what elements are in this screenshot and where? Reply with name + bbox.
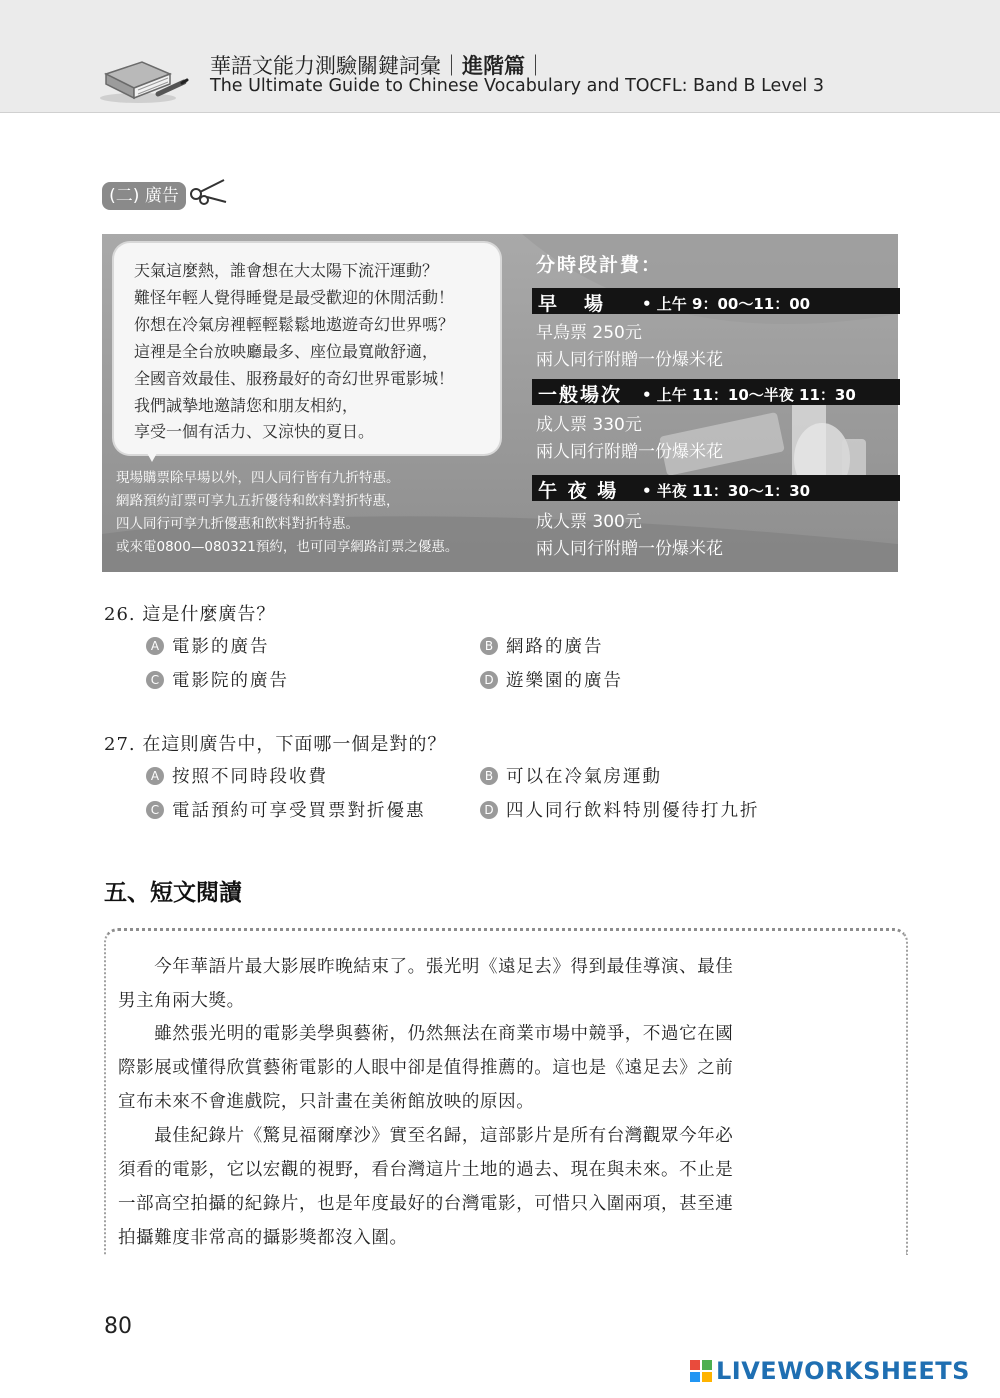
- session-gift: 兩人同行附贈一份爆米花: [536, 539, 723, 559]
- header-title-bold: 進階篇: [462, 54, 525, 78]
- option-27-d[interactable]: D 四人同行飲料特別優待打九折: [480, 797, 760, 822]
- session-bar-regular: [532, 379, 900, 405]
- reading-line: 一部高空拍攝的紀錄片，也是年度最好的台灣電影，可惜只入圍兩項，甚至連: [118, 1194, 734, 1214]
- ad-note-line: 現場購票除早場以外，四人同行皆有九折特惠。: [116, 470, 400, 486]
- option-badge: D: [480, 671, 498, 689]
- ad-note-line: 網路預約訂票可享九五折優待和飲料對折特惠，: [116, 493, 400, 509]
- reading-line: 須看的電影，它以宏觀的視野，看台灣這片土地的過去、現在與未來。不止是: [118, 1160, 734, 1180]
- bubble-line: 天氣這麼熱，誰會想在大太陽下流汗運動？: [134, 261, 439, 280]
- session-bar-morning: [532, 288, 900, 314]
- bubble-line: 我們誠摯地邀請您和朋友相約，: [134, 396, 359, 415]
- option-26-a[interactable]: A 電影的廣告: [146, 633, 270, 658]
- option-26-d[interactable]: D 遊樂園的廣告: [480, 667, 623, 692]
- session-time: • 上午 11：10～半夜 11：30: [642, 386, 856, 404]
- option-badge: B: [480, 637, 498, 655]
- bubble-line: 難怪年輕人覺得睡覺是最受歡迎的休閒活動！: [134, 288, 455, 307]
- header-title-zh: 華語文能力測驗關鍵詞彙｜進階篇｜: [210, 54, 546, 78]
- bubble-line: 享受一個有活力、又涼快的夏日。: [134, 422, 375, 441]
- option-26-c[interactable]: C 電影院的廣告: [146, 667, 289, 692]
- section-5-title: 五、短文閱讀: [104, 880, 242, 906]
- reading-line: 際影展或懂得欣賞藝術電影的人眼中卻是值得推薦的。這也是《遠足去》之前: [118, 1058, 734, 1078]
- option-badge: A: [146, 767, 164, 785]
- ad-note-line: 四人同行可享九折優惠和飲料對折特惠。: [116, 516, 359, 532]
- session-time: • 上午 9：00～11：00: [642, 295, 811, 313]
- session-bar-midnight: [532, 475, 900, 501]
- option-27-c[interactable]: C 電話預約可享受買票對折優惠: [146, 797, 426, 822]
- reading-line: 雖然張光明的電影美學與藝術，仍然無法在商業市場中競爭，不過它在國: [118, 1024, 734, 1044]
- option-badge: B: [480, 767, 498, 785]
- pricing-title: 分時段計費：: [536, 254, 663, 276]
- session-name: 午 夜 場: [538, 480, 619, 502]
- bubble-line: 你想在冷氣房裡輕輕鬆鬆地遨遊奇幻世界嗎？: [134, 315, 455, 334]
- session-gift: 兩人同行附贈一份爆米花: [536, 442, 723, 462]
- ad-note-line: 或來電0800—080321預約，也可同享網路訂票之優惠。: [116, 539, 459, 555]
- session-price: 早鳥票 250元: [536, 323, 642, 343]
- option-badge: C: [146, 801, 164, 819]
- section-tag: (二) 廣告: [102, 182, 186, 210]
- session-name: 一般場次: [538, 384, 623, 406]
- reading-line: 拍攝難度非常高的攝影獎都沒入圍。: [118, 1228, 408, 1248]
- option-badge: D: [480, 801, 498, 819]
- option-27-b[interactable]: B 可以在冷氣房運動: [480, 763, 662, 788]
- reading-line: 今年華語片最大影展昨晚結束了。張光明《遠足去》得到最佳導演、最佳: [118, 957, 734, 977]
- scissors-icon: [188, 176, 228, 206]
- reading-line: 最佳紀錄片《驚見福爾摩沙》實至名歸，這部影片是所有台灣觀眾今年必: [118, 1126, 734, 1146]
- session-price: 成人票 300元: [536, 512, 642, 532]
- option-badge: C: [146, 671, 164, 689]
- session-gift: 兩人同行附贈一份爆米花: [536, 350, 723, 370]
- header-title-en: The Ultimate Guide to Chinese Vocabulary and TOCFL: Band B Level 3: [210, 76, 824, 96]
- bubble-line: 這裡是全台放映廳最多、座位最寬敞舒適，: [134, 342, 439, 361]
- session-time: • 半夜 11：30～1：30: [642, 482, 811, 500]
- bubble-line: 全國音效最佳、服務最好的奇幻世界電影城！: [134, 369, 455, 388]
- question-27: 27. 在這則廣告中，下面哪一個是對的？: [104, 734, 447, 755]
- option-27-a[interactable]: A 按照不同時段收費: [146, 763, 328, 788]
- bubble-tail: [142, 444, 162, 462]
- option-badge: A: [146, 637, 164, 655]
- book-icon: [98, 44, 190, 106]
- liveworksheets-logo-icon: [690, 1360, 712, 1382]
- option-26-b[interactable]: B 網路的廣告: [480, 633, 604, 658]
- question-26: 26. 這是什麼廣告？: [104, 604, 276, 625]
- reading-line: 宣布未來不會進戲院，只計畫在美術館放映的原因。: [118, 1092, 535, 1112]
- page-number: 80: [104, 1314, 132, 1339]
- session-price: 成人票 330元: [536, 415, 642, 435]
- reading-line: 男主角兩大獎。: [118, 991, 245, 1011]
- liveworksheets-brand[interactable]: [690, 1357, 970, 1387]
- session-name: 早 場: [538, 293, 608, 315]
- brand-text: LIVEWORKSHEETS: [716, 1357, 970, 1385]
